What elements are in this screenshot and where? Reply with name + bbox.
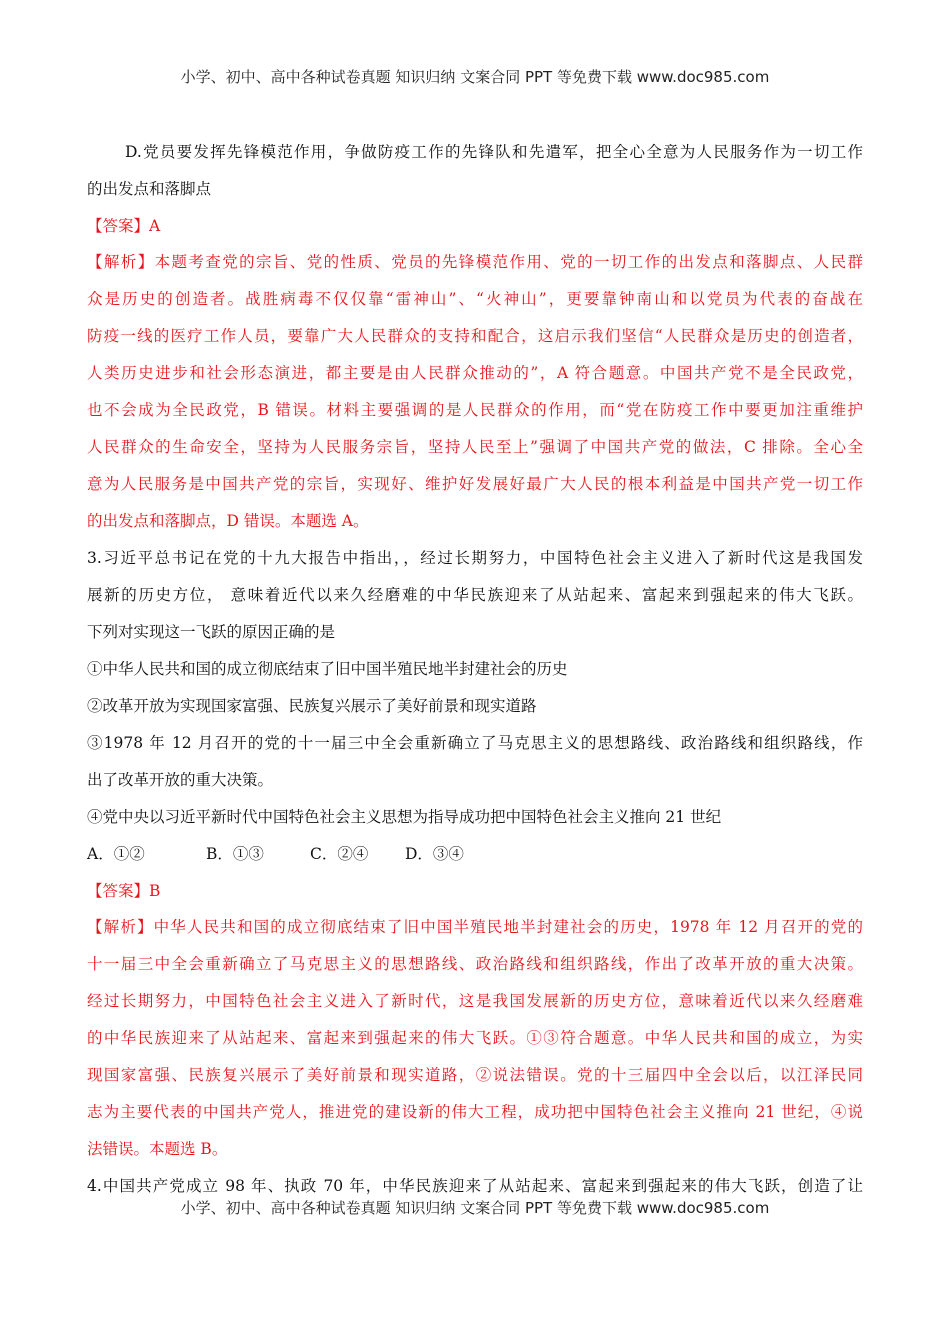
q3-answer: [87, 873, 863, 909]
analysis-line: [87, 909, 863, 946]
analysis-line: 现国家富强、民族复兴展示了美好前景和现实道路，②说法错误。党的十三届四中全会以后，以江泽民同: [87, 1066, 863, 1084]
option-a: A．①②: [87, 845, 145, 863]
analysis-label: 【解析】: [87, 918, 154, 936]
analysis-text: 中华人民共和国的成立彻底结束了旧中国半殖民地半封建社会的历史，1978 年 12 月召开的党的: [153, 918, 863, 936]
q3-analysis: [87, 909, 863, 1168]
analysis-line: 经过长期努力，中国特色社会主义进入了新时代，这是我国发展新的历史方位，意味着近代以来久经磨难: [87, 992, 863, 1010]
q3-options: [87, 836, 863, 873]
analysis-line: 人类历史进步和社会形态演进，都主要是由人民群众推动的”，A 符合题意。中国共产党不是全民政党，: [87, 364, 863, 382]
q3-item-2: ②改革开放为实现国家富强、民族复兴展示了美好前景和现实道路: [87, 697, 537, 715]
analysis-line: 法错误。本题选 B。: [87, 1140, 228, 1158]
analysis-line: 的中华民族迎来了从站起来、富起来到强起来的伟大飞跃。①③符合题意。中华人民共和国的成立，为实: [87, 1029, 863, 1047]
page-header: 小学、初中、高中各种试卷真题 知识归纳 文案合同 PPT 等免费下载 www.doc985.com: [180, 68, 770, 86]
option-d: D．③④: [405, 845, 464, 863]
analysis-text: 本题考查党的宗旨、党的性质、党员的先锋模范作用、党的一切工作的出发点和落脚点、人民群: [154, 253, 863, 271]
answer-value: A: [149, 217, 161, 235]
q3-stem-line-3: 下列对实现这一飞跃的原因正确的是: [87, 623, 336, 641]
q2-answer: [87, 208, 863, 244]
analysis-line: 人民群众的生命安全，坚持为人民服务宗旨，坚持人民至上”强调了中国共产党的做法，C 排除。全心全: [87, 438, 863, 456]
page-footer: 小学、初中、高中各种试卷真题 知识归纳 文案合同 PPT 等免费下载 www.doc985.com: [180, 1199, 770, 1217]
page-content: [87, 134, 863, 1205]
analysis-line: 的出发点和落脚点，D 错误。本题选 A。: [87, 512, 369, 530]
q3-item-3-line-1: ③1978 年 12 月召开的党的十一届三中全会重新确立了马克思主义的思想路线、政治路线和组织路线，作: [87, 734, 863, 752]
analysis-label: 【解析】: [87, 253, 155, 271]
analysis-line: 十一届三中全会重新确立了马克思主义的思想路线、政治路线和组织路线，作出了改革开放的重大决策。: [87, 955, 863, 973]
q3-stem-line-1: 3.习近平总书记在党的十九大报告中指出，，经过长期努力，中国特色社会主义进入了新时代这是我国发: [87, 549, 863, 567]
answer-value: B: [149, 882, 161, 900]
analysis-line: 众是历史的创造者。战胜病毒不仅仅靠“雷神山”、“火神山”，更要靠钟南山和以党员为代表的奋战在: [87, 290, 863, 308]
analysis-line: 志为主要代表的中国共产党人，推进党的建设新的伟大工程，成功把中国特色社会主义推向 21 世纪，④说: [87, 1103, 863, 1121]
q2-option-d-line-2: 的出发点和落脚点: [87, 180, 212, 198]
q2-option-d-line-1: D.党员要发挥先锋模范作用，争做防疫工作的先锋队和先遣军，把全心全意为人民服务作为一切工作: [125, 143, 863, 161]
q3-item-3-line-2: 出了改革开放的重大决策。: [87, 771, 274, 789]
q4-stem-line-1: 4.中国共产党成立 98 年、执政 70 年，中华民族迎来了从站起来、富起来到强起来的伟大飞跃，创造了让: [87, 1177, 863, 1195]
q3-stem-line-2: 展新的历史方位， 意味着近代以来久经磨难的中华民族迎来了从站起来、富起来到强起来的伟大飞跃。: [87, 586, 863, 604]
analysis-line: [87, 244, 863, 281]
analysis-line: 意为人民服务是中国共产党的宗旨，实现好、维护好发展好最广大人民的根本利益是中国共产党一切工作: [87, 475, 863, 493]
analysis-line: 也不会成为全民政党，B 错误。材料主要强调的是人民群众的作用，而“党在防疫工作中要更加注重维护: [87, 401, 863, 419]
answer-label: 【答案】: [87, 217, 150, 235]
option-c: C．②④: [310, 845, 369, 863]
q3-item-4: ④党中央以习近平新时代中国特色社会主义思想为指导成功把中国特色社会主义推向 21 世纪: [87, 808, 722, 826]
q3-item-1: ①中华人民共和国的成立彻底结束了旧中国半殖民地半封建社会的历史: [87, 660, 568, 678]
q2-analysis: [87, 244, 863, 540]
analysis-line: 防疫一线的医疗工作人员，要靠广大人民群众的支持和配合，这启示我们坚信“人民群众是历史的创造者，: [87, 327, 863, 345]
answer-label: 【答案】: [87, 882, 150, 900]
option-b: B．①③: [206, 845, 264, 863]
